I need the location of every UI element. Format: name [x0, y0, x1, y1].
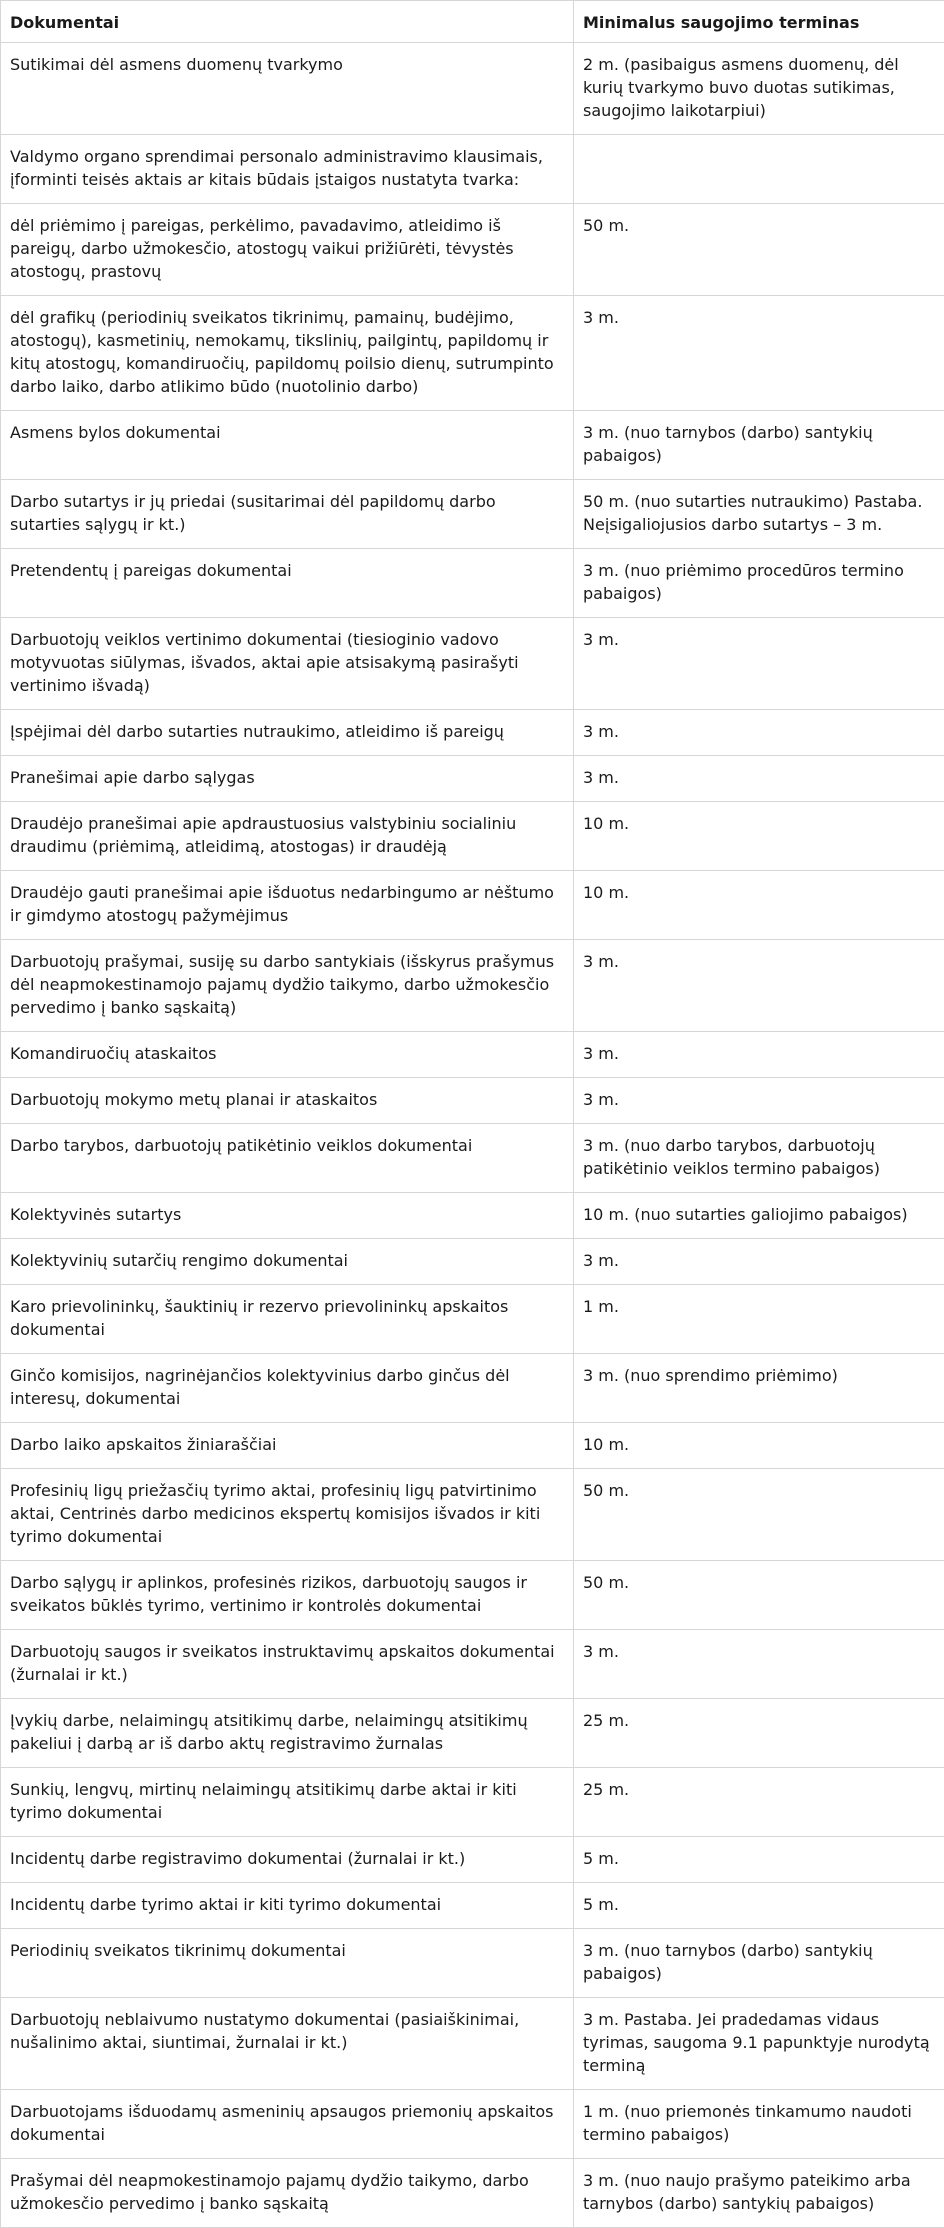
retention-term-cell: 3 m. (nuo priėmimo procedūros termino pabaigos): [574, 549, 944, 618]
retention-term-cell: 1 m.: [574, 1285, 944, 1354]
retention-term-cell: 3 m.: [574, 618, 944, 710]
document-type-cell: Incidentų darbe tyrimo aktai ir kiti tyrimo dokumentai: [1, 1883, 574, 1929]
document-type-cell: Prašymai dėl neapmokestinamojo pajamų dydžio taikymo, darbo užmokesčio pervedimo į banko sąskaitą: [1, 2159, 574, 2228]
table-row: [1, 549, 944, 618]
retention-term-cell: 3 m. Pastaba. Jei pradedamas vidaus tyrimas, saugoma 9.1 papunktyje nurodytą terminą: [574, 1998, 944, 2090]
retention-term-cell: 10 m.: [574, 802, 944, 871]
document-type-cell: Įvykių darbe, nelaimingų atsitikimų darbe, nelaimingų atsitikimų pakeliui į darbą ar iš darbo aktų registravimo žurnalas: [1, 1699, 574, 1768]
table-row: [1, 802, 944, 871]
document-type-cell: dėl grafikų (periodinių sveikatos tikrinimų, pamainų, budėjimo, atostogų), kasmetinių, nemokamų, tikslinių, pailgintų, papildomų ir kitų atostogų, komandiruočių, papildomų poilsio dienų, sutrumpinto darbo laiko, darbo atlikimo būdo (nuotolinio darbo): [1, 296, 574, 411]
document-type-cell: Incidentų darbe registravimo dokumentai (žurnalai ir kt.): [1, 1837, 574, 1883]
document-type-cell: Darbuotojų neblaivumo nustatymo dokumentai (pasiaiškinimai, nušalinimo aktai, siuntimai, žurnalai ir kt.): [1, 1998, 574, 2090]
retention-term-cell: 10 m.: [574, 871, 944, 940]
document-type-cell: Pretendentų į pareigas dokumentai: [1, 549, 574, 618]
retention-term-cell: 50 m. (nuo sutarties nutraukimo) Pastaba. Neįsigaliojusios darbo sutartys – 3 m.: [574, 480, 944, 549]
table-row: [1, 1998, 944, 2090]
document-type-cell: Komandiruočių ataskaitos: [1, 1032, 574, 1078]
document-type-cell: Darbuotojų saugos ir sveikatos instruktavimų apskaitos dokumentai (žurnalai ir kt.): [1, 1630, 574, 1699]
table-row: [1, 2090, 944, 2159]
document-type-cell: Draudėjo gauti pranešimai apie išduotus nedarbingumo ar nėštumo ir gimdymo atostogų pažymėjimus: [1, 871, 574, 940]
table-row: [1, 1032, 944, 1078]
retention-term-cell: [574, 135, 944, 204]
column-header-documents: Dokumentai: [1, 1, 574, 43]
retention-term-cell: 5 m.: [574, 1837, 944, 1883]
document-type-cell: Sunkių, lengvų, mirtinų nelaimingų atsitikimų darbe aktai ir kiti tyrimo dokumentai: [1, 1768, 574, 1837]
retention-term-cell: 3 m.: [574, 1078, 944, 1124]
table-header-row: [1, 1, 944, 43]
document-type-cell: Profesinių ligų priežasčių tyrimo aktai, profesinių ligų patvirtinimo aktai, Centrinės darbo medicinos ekspertų komisijos išvados ir kiti tyrimo dokumentai: [1, 1469, 574, 1561]
document-type-cell: Darbuotojų mokymo metų planai ir ataskaitos: [1, 1078, 574, 1124]
document-type-cell: Asmens bylos dokumentai: [1, 411, 574, 480]
table-row: [1, 1699, 944, 1768]
table-row: [1, 871, 944, 940]
retention-term-cell: 3 m. (nuo tarnybos (darbo) santykių pabaigos): [574, 411, 944, 480]
retention-term-cell: 3 m.: [574, 940, 944, 1032]
document-type-cell: Karo prievolininkų, šauktinių ir rezervo prievolininkų apskaitos dokumentai: [1, 1285, 574, 1354]
document-type-cell: Valdymo organo sprendimai personalo administravimo klausimais, įforminti teisės aktais ar kitais būdais įstaigos nustatyta tvarka:: [1, 135, 574, 204]
table-row: [1, 204, 944, 296]
retention-term-cell: 10 m.: [574, 1423, 944, 1469]
document-type-cell: Darbo laiko apskaitos žiniaraščiai: [1, 1423, 574, 1469]
document-type-cell: Draudėjo pranešimai apie apdraustuosius valstybiniu socialiniu draudimu (priėmimą, atleidimą, atostogas) ir draudėją: [1, 802, 574, 871]
retention-term-cell: 3 m.: [574, 1032, 944, 1078]
retention-term-cell: 2 m. (pasibaigus asmens duomenų, dėl kurių tvarkymo buvo duotas sutikimas, saugojimo laikotarpiui): [574, 43, 944, 135]
table-row: [1, 1768, 944, 1837]
document-type-cell: Darbuotojams išduodamų asmeninių apsaugos priemonių apskaitos dokumentai: [1, 2090, 574, 2159]
table-row: [1, 1078, 944, 1124]
retention-term-cell: 3 m. (nuo tarnybos (darbo) santykių pabaigos): [574, 1929, 944, 1998]
retention-term-cell: 3 m.: [574, 296, 944, 411]
retention-term-cell: 3 m.: [574, 1239, 944, 1285]
document-type-cell: Darbuotojų prašymai, susiję su darbo santykiais (išskyrus prašymus dėl neapmokestinamojo pajamų dydžio taikymo, darbo užmokesčio pervedimo į banko sąskaitą): [1, 940, 574, 1032]
retention-term-cell: 10 m. (nuo sutarties galiojimo pabaigos): [574, 1193, 944, 1239]
retention-term-cell: 3 m.: [574, 710, 944, 756]
document-type-cell: Darbo tarybos, darbuotojų patikėtinio veiklos dokumentai: [1, 1124, 574, 1193]
table-row: [1, 1929, 944, 1998]
retention-term-cell: 3 m.: [574, 756, 944, 802]
table-row: [1, 618, 944, 710]
document-type-cell: Įspėjimai dėl darbo sutarties nutraukimo, atleidimo iš pareigų: [1, 710, 574, 756]
retention-term-cell: 3 m. (nuo darbo tarybos, darbuotojų patikėtinio veiklos termino pabaigos): [574, 1124, 944, 1193]
table-row: [1, 940, 944, 1032]
table-row: [1, 296, 944, 411]
table-row: [1, 1883, 944, 1929]
table-row: [1, 756, 944, 802]
table-row: [1, 411, 944, 480]
retention-term-cell: 25 m.: [574, 1768, 944, 1837]
retention-term-cell: 1 m. (nuo priemonės tinkamumo naudoti termino pabaigos): [574, 2090, 944, 2159]
table-row: [1, 1423, 944, 1469]
document-type-cell: dėl priėmimo į pareigas, perkėlimo, pavadavimo, atleidimo iš pareigų, darbo užmokesčio, atostogų vaikui prižiūrėti, tėvystės atostogų, prastovų: [1, 204, 574, 296]
document-type-cell: Pranešimai apie darbo sąlygas: [1, 756, 574, 802]
table-row: [1, 710, 944, 756]
document-type-cell: Darbo sąlygų ir aplinkos, profesinės rizikos, darbuotojų saugos ir sveikatos būklės tyrimo, vertinimo ir kontrolės dokumentai: [1, 1561, 574, 1630]
table-row: [1, 1837, 944, 1883]
retention-term-cell: 50 m.: [574, 1561, 944, 1630]
table-row: [1, 135, 944, 204]
table-row: [1, 2159, 944, 2228]
document-type-cell: Sutikimai dėl asmens duomenų tvarkymo: [1, 43, 574, 135]
table-row: [1, 480, 944, 549]
retention-term-cell: 3 m. (nuo naujo prašymo pateikimo arba tarnybos (darbo) santykių pabaigos): [574, 2159, 944, 2228]
column-header-retention-term: Minimalus saugojimo terminas: [574, 1, 944, 43]
document-type-cell: Darbo sutartys ir jų priedai (susitarimai dėl papildomų darbo sutarties sąlygų ir kt.): [1, 480, 574, 549]
retention-term-cell: 25 m.: [574, 1699, 944, 1768]
table-row: [1, 1124, 944, 1193]
table-row: [1, 1285, 944, 1354]
retention-term-cell: 50 m.: [574, 204, 944, 296]
document-type-cell: Darbuotojų veiklos vertinimo dokumentai (tiesioginio vadovo motyvuotas siūlymas, išvados, aktai apie atsisakymą pasirašyti vertinimo išvadą): [1, 618, 574, 710]
table-row: [1, 1630, 944, 1699]
document-type-cell: Kolektyvinės sutartys: [1, 1193, 574, 1239]
table-row: [1, 1239, 944, 1285]
retention-term-cell: 5 m.: [574, 1883, 944, 1929]
table-row: [1, 1469, 944, 1561]
table-row: [1, 43, 944, 135]
document-type-cell: Periodinių sveikatos tikrinimų dokumentai: [1, 1929, 574, 1998]
table-row: [1, 1354, 944, 1423]
retention-term-cell: 50 m.: [574, 1469, 944, 1561]
document-type-cell: Ginčo komisijos, nagrinėjančios kolektyvinius darbo ginčus dėl interesų, dokumentai: [1, 1354, 574, 1423]
table-body: [1, 43, 944, 2228]
table-row: [1, 1561, 944, 1630]
retention-term-cell: 3 m. (nuo sprendimo priėmimo): [574, 1354, 944, 1423]
retention-term-cell: 3 m.: [574, 1630, 944, 1699]
document-type-cell: Kolektyvinių sutarčių rengimo dokumentai: [1, 1239, 574, 1285]
table-row: [1, 1193, 944, 1239]
